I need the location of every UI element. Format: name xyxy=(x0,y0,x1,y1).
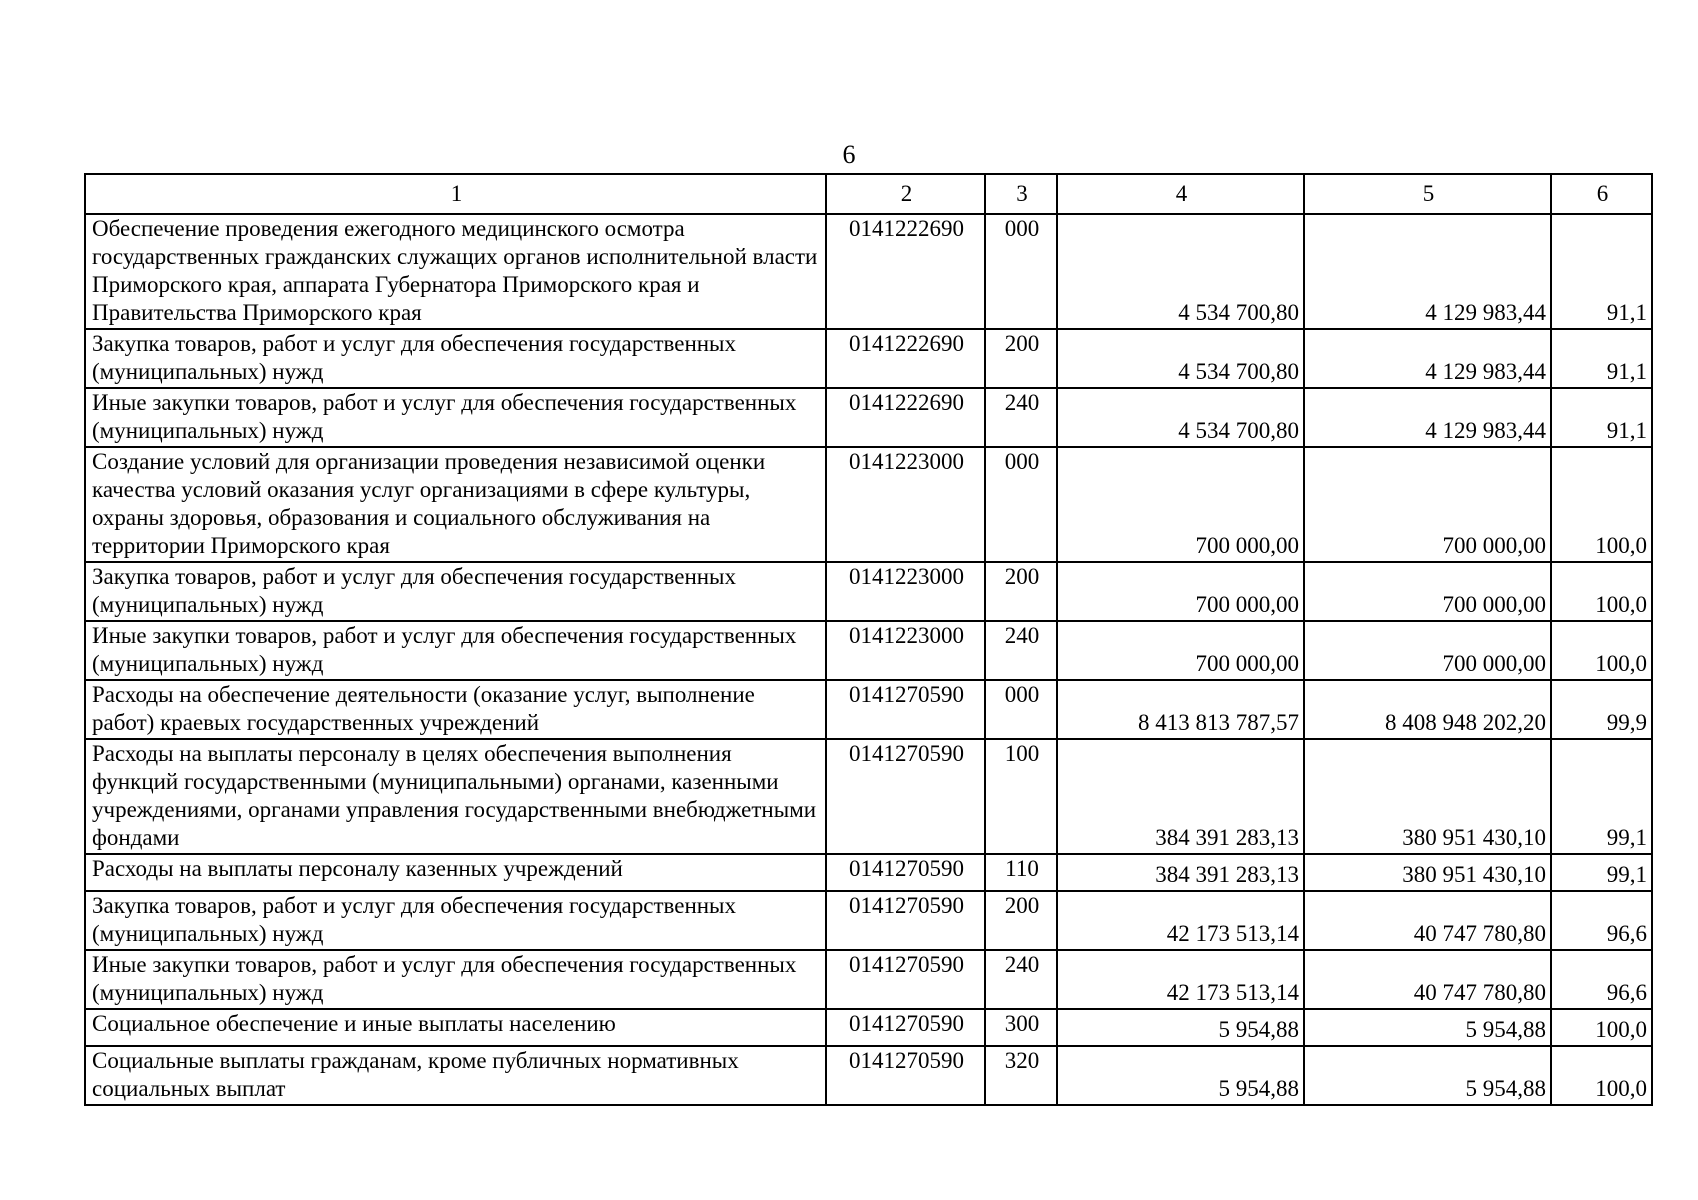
row-description: Иные закупки товаров, работ и услуг для обеспечения государственных (муниципальных) нужд xyxy=(85,621,826,680)
row-fact-amount: 700 000,00 xyxy=(1304,621,1551,680)
row-target-code: 0141222690 xyxy=(826,329,985,388)
row-plan-amount: 42 173 513,14 xyxy=(1057,891,1304,950)
row-expense-type: 240 xyxy=(985,621,1057,680)
row-percent: 100,0 xyxy=(1551,447,1652,562)
column-header: 1 xyxy=(85,174,826,214)
budget-table xyxy=(84,173,1653,1106)
row-target-code: 0141270590 xyxy=(826,1009,985,1046)
row-plan-amount: 5 954,88 xyxy=(1057,1009,1304,1046)
row-plan-amount: 4 534 700,80 xyxy=(1057,329,1304,388)
row-expense-type: 000 xyxy=(985,214,1057,329)
table-row xyxy=(85,1009,1652,1046)
row-fact-amount: 380 951 430,10 xyxy=(1304,739,1551,854)
row-plan-amount: 8 413 813 787,57 xyxy=(1057,680,1304,739)
row-percent: 99,1 xyxy=(1551,854,1652,891)
column-header: 4 xyxy=(1057,174,1304,214)
table-row xyxy=(85,388,1652,447)
row-target-code: 0141270590 xyxy=(826,854,985,891)
row-description: Иные закупки товаров, работ и услуг для обеспечения государственных (муниципальных) нужд xyxy=(85,950,826,1009)
row-percent: 99,9 xyxy=(1551,680,1652,739)
row-plan-amount: 700 000,00 xyxy=(1057,621,1304,680)
row-percent: 100,0 xyxy=(1551,1046,1652,1105)
table-row xyxy=(85,562,1652,621)
row-description: Социальное обеспечение и иные выплаты населению xyxy=(85,1009,826,1046)
row-target-code: 0141270590 xyxy=(826,1046,985,1105)
table-row xyxy=(85,447,1652,562)
row-expense-type: 000 xyxy=(985,680,1057,739)
row-plan-amount: 700 000,00 xyxy=(1057,562,1304,621)
row-target-code: 0141270590 xyxy=(826,680,985,739)
column-header: 6 xyxy=(1551,174,1652,214)
table-row xyxy=(85,621,1652,680)
row-description: Закупка товаров, работ и услуг для обеспечения государственных (муниципальных) нужд xyxy=(85,329,826,388)
row-expense-type: 200 xyxy=(985,562,1057,621)
table-row xyxy=(85,950,1652,1009)
row-plan-amount: 384 391 283,13 xyxy=(1057,739,1304,854)
table-row xyxy=(85,739,1652,854)
row-plan-amount: 4 534 700,80 xyxy=(1057,214,1304,329)
row-description: Закупка товаров, работ и услуг для обеспечения государственных (муниципальных) нужд xyxy=(85,891,826,950)
row-fact-amount: 700 000,00 xyxy=(1304,562,1551,621)
row-description: Расходы на выплаты персоналу казенных учреждений xyxy=(85,854,826,891)
row-target-code: 0141223000 xyxy=(826,562,985,621)
row-percent: 96,6 xyxy=(1551,891,1652,950)
table-row xyxy=(85,1046,1652,1105)
row-fact-amount: 4 129 983,44 xyxy=(1304,329,1551,388)
row-plan-amount: 384 391 283,13 xyxy=(1057,854,1304,891)
row-percent: 100,0 xyxy=(1551,621,1652,680)
row-description: Создание условий для организации проведения независимой оценки качества условий оказания услуг организациями в сфере культуры, охраны здоровья, образования и социального обслуживания на территории Приморского края xyxy=(85,447,826,562)
row-plan-amount: 42 173 513,14 xyxy=(1057,950,1304,1009)
row-fact-amount: 40 747 780,80 xyxy=(1304,891,1551,950)
row-description: Иные закупки товаров, работ и услуг для обеспечения государственных (муниципальных) нужд xyxy=(85,388,826,447)
row-expense-type: 240 xyxy=(985,950,1057,1009)
row-description: Социальные выплаты гражданам, кроме публичных нормативных социальных выплат xyxy=(85,1046,826,1105)
row-expense-type: 240 xyxy=(985,388,1057,447)
page-number: 6 xyxy=(842,140,856,169)
table-body xyxy=(85,214,1652,1105)
row-plan-amount: 5 954,88 xyxy=(1057,1046,1304,1105)
row-percent: 100,0 xyxy=(1551,562,1652,621)
row-expense-type: 300 xyxy=(985,1009,1057,1046)
table-header-row xyxy=(85,174,1652,214)
row-target-code: 0141222690 xyxy=(826,388,985,447)
row-target-code: 0141223000 xyxy=(826,447,985,562)
row-fact-amount: 4 129 983,44 xyxy=(1304,214,1551,329)
row-expense-type: 100 xyxy=(985,739,1057,854)
row-fact-amount: 5 954,88 xyxy=(1304,1009,1551,1046)
row-target-code: 0141223000 xyxy=(826,621,985,680)
row-expense-type: 110 xyxy=(985,854,1057,891)
column-header: 3 xyxy=(985,174,1057,214)
row-percent: 91,1 xyxy=(1551,214,1652,329)
row-target-code: 0141222690 xyxy=(826,214,985,329)
row-fact-amount: 380 951 430,10 xyxy=(1304,854,1551,891)
row-target-code: 0141270590 xyxy=(826,891,985,950)
table-row xyxy=(85,680,1652,739)
row-fact-amount: 8 408 948 202,20 xyxy=(1304,680,1551,739)
row-description: Расходы на выплаты персоналу в целях обеспечения выполнения функций государственными (муниципальными) органами, казенными учреждениями, органами управления государственными внебюджетными фондами xyxy=(85,739,826,854)
row-expense-type: 000 xyxy=(985,447,1057,562)
row-expense-type: 320 xyxy=(985,1046,1057,1105)
row-description: Закупка товаров, работ и услуг для обеспечения государственных (муниципальных) нужд xyxy=(85,562,826,621)
column-header: 2 xyxy=(826,174,985,214)
row-target-code: 0141270590 xyxy=(826,739,985,854)
table-row xyxy=(85,214,1652,329)
row-fact-amount: 4 129 983,44 xyxy=(1304,388,1551,447)
table-row xyxy=(85,329,1652,388)
row-percent: 91,1 xyxy=(1551,388,1652,447)
table-row xyxy=(85,854,1652,891)
column-header: 5 xyxy=(1304,174,1551,214)
row-percent: 100,0 xyxy=(1551,1009,1652,1046)
row-plan-amount: 700 000,00 xyxy=(1057,447,1304,562)
row-percent: 96,6 xyxy=(1551,950,1652,1009)
row-expense-type: 200 xyxy=(985,329,1057,388)
row-description: Расходы на обеспечение деятельности (оказание услуг, выполнение работ) краевых государственных учреждений xyxy=(85,680,826,739)
row-fact-amount: 5 954,88 xyxy=(1304,1046,1551,1105)
row-plan-amount: 4 534 700,80 xyxy=(1057,388,1304,447)
row-fact-amount: 40 747 780,80 xyxy=(1304,950,1551,1009)
row-fact-amount: 700 000,00 xyxy=(1304,447,1551,562)
row-target-code: 0141270590 xyxy=(826,950,985,1009)
row-description: Обеспечение проведения ежегодного медицинского осмотра государственных гражданских служащих органов исполнительной власти Приморского края, аппарата Губернатора Приморского края и Правительства Приморского края xyxy=(85,214,826,329)
table-row xyxy=(85,891,1652,950)
row-percent: 91,1 xyxy=(1551,329,1652,388)
row-percent: 99,1 xyxy=(1551,739,1652,854)
row-expense-type: 200 xyxy=(985,891,1057,950)
